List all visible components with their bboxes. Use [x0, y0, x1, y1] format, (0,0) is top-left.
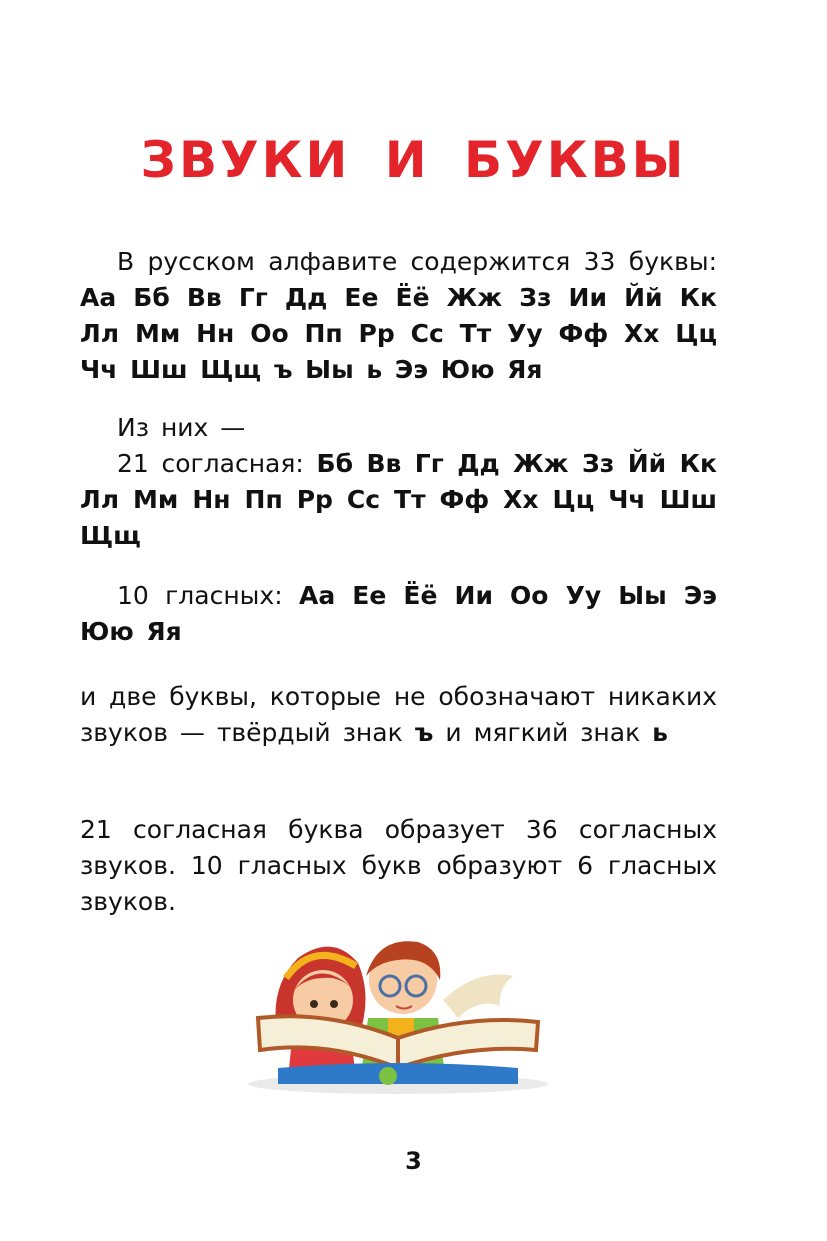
page-title: ЗВУКИ И БУКВЫ [140, 131, 687, 189]
vowel-letters: Аа Ее Ёё Ии Оо Уу Ыы Ээ Юю Яя [80, 581, 718, 646]
page-number: 3 [405, 1147, 422, 1175]
vowels-paragraph [80, 578, 717, 650]
alphabet-intro: В русском алфавите содержится 33 буквы: [117, 247, 717, 276]
signs-paragraph [80, 679, 717, 751]
sounds-paragraph [80, 812, 717, 920]
hard-sign-letter: ъ [414, 718, 434, 747]
of-them-paragraph [80, 410, 717, 446]
children-reading-book-illustration [238, 918, 558, 1096]
consonant-letters: Бб Вв Гг Дд Жж Зз Йй Кк Лл Мм Нн Пп Рр Сс Тт Фф Хх Цц Чч Шш Щщ [80, 449, 717, 550]
of-them-text: Из них — [117, 413, 246, 442]
signs-text-b: и мягкий знак [433, 718, 653, 747]
consonants-intro: 21 согласная: [117, 449, 317, 478]
alphabet-letters: Аа Бб Вв Гг Дд Ее Ёё Жж Зз Ии Йй Кк Лл Мм Нн Оо Пп Рр Сс Тт Уу Фф Хх Цц Чч Шш Щщ ъ Ыы ь Ээ Юю Яя [80, 283, 717, 384]
soft-sign-letter: ь [652, 718, 668, 747]
vowels-intro: 10 гласных: [117, 581, 299, 610]
consonants-paragraph [80, 446, 717, 554]
sounds-text: 21 согласная буква образует 36 согласных звуков. 10 гласных букв образуют 6 гласных звуков. [80, 815, 717, 916]
signs-text-a: и две буквы, которые не обозначают никаких звуков — твёрдый знак [80, 682, 717, 747]
alphabet-paragraph [80, 244, 717, 388]
